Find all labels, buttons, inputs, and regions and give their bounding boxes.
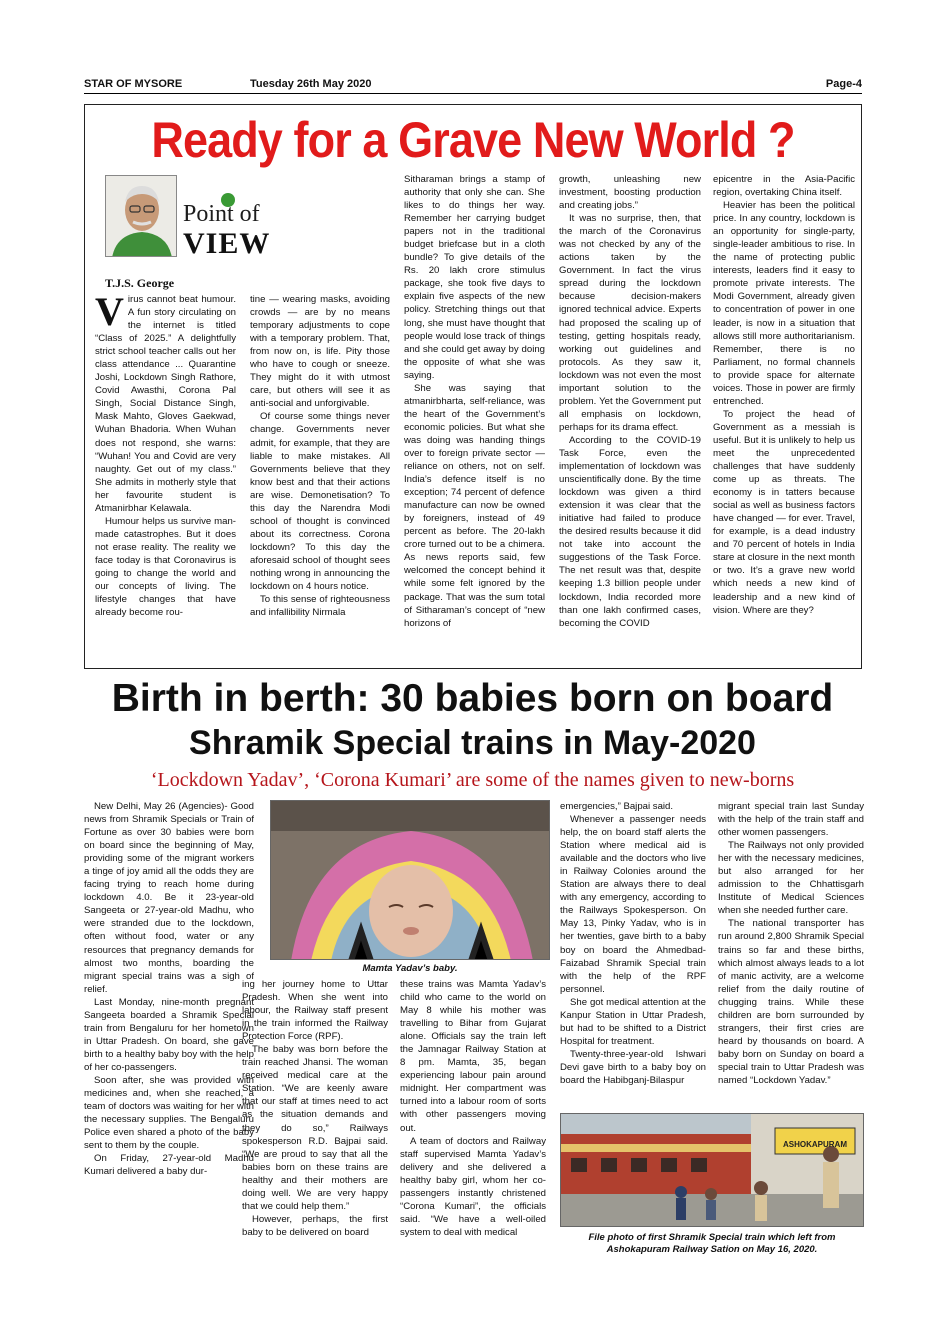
- column-text-2: tine — wearing masks, avoiding crowds — are by no means temporary adjustments to cope with a temporary problem. That, from now on, is life. Pity those who have to cough or sneeze. They might do it with utmost care, but others will see it as anti-social and unforgivable. Of course some things never change. Governments never admit, for example, that they are liable to make mistakes. All Governments believe that they know best and that their actions are wise. Demonetisation? To this day the Narendra Modi school of thought is convinced about its correctness. Corona lockdown? To this day the aforesaid school of thought sees nothing wrong in announcing the lockdown on 4 hours notice. To this sense of righteousness and infallibility Nirmala: [250, 294, 390, 619]
- story-text-2: ing her journey home to Uttar Pradesh. When she went into labour, the Railway staff present in the train informed the Railway Protection Force (RPF). The baby was born before the train reached Jhansi. The woman received medical care at the Station. “We are keenly aware that our staff at times need to act as the situation demands and they do so,” Railways spokesperson R.D. Bajpai said. “We are proud to say that all the babies born on these trains are healthy and their mothers are doing well. We are very happy that we could help them.” However, perhaps, the first baby to be delivered on board: [242, 979, 388, 1238]
- story-text-5: migrant special train last Sunday with the help of the train staff and other women passengers. The Railways not only provided her with the necessary medicines, but also arranged for her admission to the Chhattisgarh Institute of Medical Sciences when she needed further care. The national transporter has run around 2,800 Shramik Special trains so far and these births, which almost always leads to a lot of manic activity, are a welcome relief from the daily routine of chugging trains. While these children are born surrounded by strangers, their first cries are heard by thousands on board. A baby born on Sunday on board a special train to Uttar Pradesh was named “Lockdown Yadav.”: [718, 801, 864, 1086]
- story-deck: ‘Lockdown Yadav’, ‘Corona Kumari’ are some of the names given to new-borns: [150, 769, 795, 791]
- story-text-3: these trains was Mamta Yadav’s child who came to the world on May 8 while his mother was travelling to Bihar from Gujarat alone. Officials say the train left the Jamnagar Railway Station at 8 pm. Mamta, 35, began experiencing labour pain around midnight. Her compartment was turned into a labour room of sorts with other passengers moving out. A team of doctors and Railway staff supervised Mamta Yadav’s delivery and she delivered a healthy baby girl, whom her co-passengers instantly christened “Corona Kumari”, the officials said. “We have a well-oiled system to deal with medical: [400, 979, 546, 1238]
- masthead: [84, 78, 862, 94]
- column-headline: Ready for a Grave New World ?: [151, 112, 795, 168]
- baby-photo: [270, 800, 550, 960]
- author-photo: [105, 175, 177, 257]
- train-photo-caption: File photo of first Shramik Special train which left from Ashokapuram Railway Sation on May 16, 2020.: [588, 1232, 836, 1255]
- station-sign-text: ASHOKAPURAM: [783, 1140, 847, 1149]
- column-text-4: growth, unleashing new investment, boosting production and creating jobs.” It was no surprise, then, that the march of the Coronavirus was not checked by any of the actions taken by the Government. In fact the virus spread during the lockdown because decision-makers ignored technical advice. Experts had proposed the scaling up of testing, getting hospitals ready, working out guidelines and protocols. As they saw it, lockdown was not even the most important solution to the problem. Yet the Government put all emphasis on lockdown, perhaps for its drama effect. According to the COVID-19 Task Force, even the implementation of lockdown was unscientifically done. By the time lockdown was given a third extension it was clear that the initiative had failed to produce the desired results because it did not take into account the suggestions of the Task Force. The net result was that, despite keeping 1.3 billion people under lockdown, India recorded more than one lakh confirmed cases, becoming the COVID: [559, 174, 701, 629]
- train-photo: [560, 1113, 864, 1227]
- baby-photo-caption: Mamta Yadav’s baby.: [362, 963, 458, 974]
- column-text-5: epicentre in the Asia-Pacific region, overtaking China itself. Heavier has been the political price. In any country, lockdown is an opportunity for single-party, single-leader ambitious to rise. In the name of protecting public interests, leaders find it easy to promote private interests. The Modi Government, already given to concentration of power in one leader, is now in a situation that allows still more authoritarianism. Remember, there is no Parliament, no formal channels to provide space for alternate voices. Those in power are firmly entrenched. To project the head of Government as a messiah is useful. But it is unlikely to help us meet the unprecedented challenges that have suddenly come up as threats. The economy is in tatters because social as well as business factors have changed — for ever. Travel, for example, is a dead industry and 70 percent of hotels in India stare at closure in the next month or two. It’s a grave new world which needs a new kind of leadership and a new kind of vision. Where are they?: [713, 174, 855, 616]
- story-headline: Birth in berth: 30 babies born on board: [111, 677, 834, 720]
- story-text-4: emergencies,” Bajpai said. Whenever a passenger needs help, the on board staff alerts the Station where medical aid is available and the doctors who live in Railway Colonies around the Station are always there to deal with any emergency, according to the Railways Spokesperson. On May 13, Pinky Yadav, who is in her twenties, gave birth to a baby boy on board the Ahmedbad-Faizabad Shramik Special train with the help of the RPF personnel. She got medical attention at the Kanpur Station in Uttar Pradesh, but had to be shifted to a District Hospital for treatment. Twenty-three-year-old Ishwari Devi gave birth to a baby boy on board the Habibganj-Bilaspur: [560, 801, 706, 1086]
- point-of-label: Point of: [183, 201, 260, 227]
- paper-name: STAR OF MYSORE: [84, 78, 183, 90]
- drop-cap: V: [95, 293, 124, 334]
- view-label: VIEW: [183, 227, 271, 260]
- page-number: Page-4: [825, 78, 862, 90]
- byline: T.J.S. George: [105, 276, 175, 290]
- story-text-1: New Delhi, May 26 (Agencies)- Good news from Shramik Specials or Train of Fortune as over 30 babies were born on board since the beginning of May, providing some of the migrant workers a tinge of joy amid all the odds they are facing trying to reach home during lockdown 4.0. Be it 23-year-old Sangeeta or 27-year-old Madhu, who were stranded due to the lockdown, often without food, water or any resources that pregnancy demands for almost two months, boarding the migrant special trains was a sigh of relief. Last Monday, nine-month pregnant Sangeeta boarded a Shramik Special train from Bengaluru for her hometown in Uttar Pradesh. On board, she gave birth to a healthy baby boy with the help of her co-passengers. Soon after, she was provided with medicines and, when she reached, a team of doctors was waiting for her with the necessary supplies. The Bengaluru Police even shared a photo of the baby sent to them by the couple. On Friday, 27-year-old Madhu Kumari delivered a baby dur-: [84, 801, 254, 1178]
- issue-date: Tuesday 26th May 2020: [250, 78, 372, 90]
- opinion-column: [84, 104, 862, 669]
- story-subheadline: Shramik Special trains in May-2020: [189, 724, 756, 762]
- column-text-3: Sitharaman brings a stamp of authority that only she can. She likes to do things her way. Remember her carrying budget papers not in the traditional budget briefcase but in a cloth bundle? To give details of the Rs. 20 lakh crore stimulus package, she took five days to explain five aspects of the new policy. Stretching things out that long, she must have thought that people would lose track of things and she could get away by doing the opposite of what she was saying. She was saying that atmanirbharta, self-reliance, was the heart of the Government’s economic policies. But what she was doing was handing things over to foreign private sector — reliance on others, not on self. India’s defence itself is no exception; 74 percent of defence manufacture can now be owned by foreigners, instead of 49 percent as before. The 20-lakh crore turned out to be a chimera. As news reports said, few welcomed the concept behind it while some felt ignored by the package. That was the sum total of Sitharaman’s concept of “new horizons of: [404, 174, 545, 629]
- column-text-1: Virus cannot beat humour. A fun story circulating on the internet is titled “Class of 2025.” A delightfully strict school teacher calls out her class attendance ... Quarantine Joshi, Lockdown Singh Rathore, Covid Awasthi, Corona Pal Singh, Social Distance Singh, Mask Mahto, Gloves Gaekwad, Wuhan Bhadoria. When Wuhan does not respond, she warns: “Wuhan! You and Covid are very naughty. Get out of my class.” She admits in motherly style that her favourite student is Atmanirbhar Kelawala. Humour helps us survive man-made catastrophes. But it does not erase reality. The reality we face today is that Coronavirus is going to change the world and our concepts of living. The lifestyle changes that have already become rou-: [95, 293, 236, 619]
